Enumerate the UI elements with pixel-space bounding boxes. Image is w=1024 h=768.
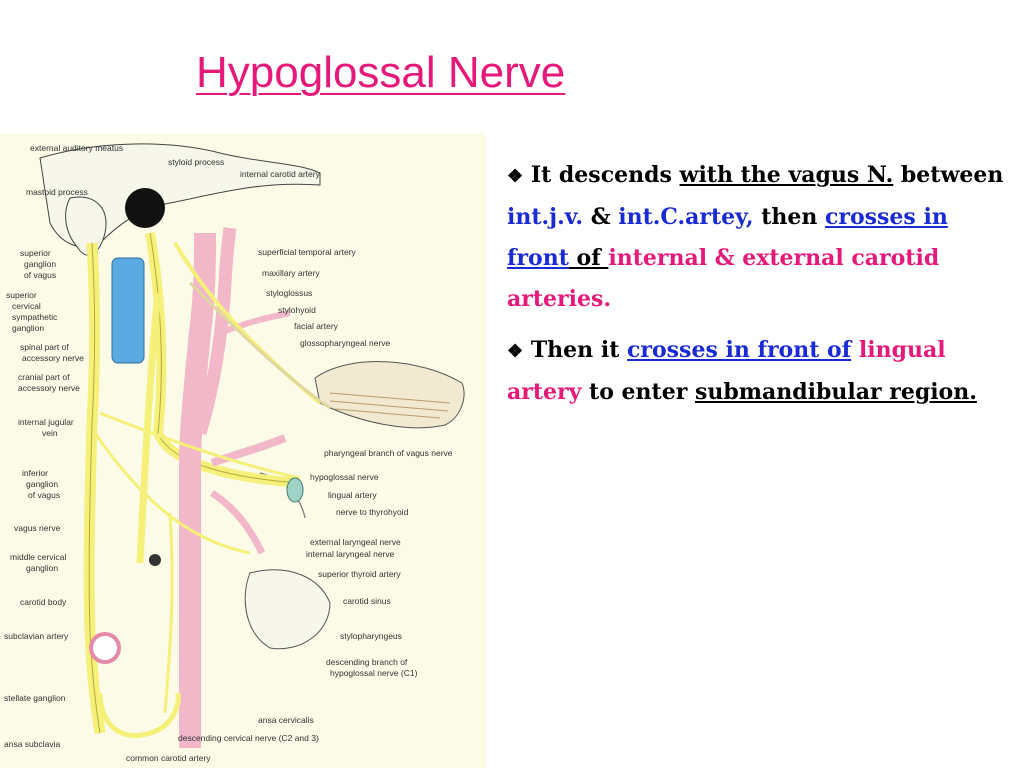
label-spinal-accessory-2: accessory nerve xyxy=(22,353,84,363)
label-stylopharyngeus: stylopharyngeus xyxy=(340,631,402,641)
label-superior-thyroid: superior thyroid artery xyxy=(318,569,401,579)
label-external-auditory-meatus: external auditory meatus xyxy=(30,143,124,153)
lingual-artery-shape xyxy=(212,438,285,463)
label-internal-jugular-1: internal jugular xyxy=(18,417,74,427)
label-inferior-ganglion-2: ganglion xyxy=(26,479,59,489)
point2-lingual-artery: lingual artery xyxy=(507,337,946,405)
internal-jugular-vein-shape xyxy=(112,258,144,363)
slide-title: Hypoglossal Nerve xyxy=(196,48,566,97)
label-external-laryngeal: external laryngeal nerve xyxy=(310,537,401,547)
label-inferior-ganglion-3: of vagus xyxy=(28,490,61,500)
label-stellate-ganglion: stellate ganglion xyxy=(4,693,66,703)
bullet-point-2 xyxy=(507,330,1012,413)
point1-ica: int.C.artey, xyxy=(618,204,754,230)
label-superior-cervical-1: superior xyxy=(6,290,37,300)
point1-then: then xyxy=(753,204,825,230)
point2-text-a: Then it xyxy=(530,337,628,363)
label-inferior-ganglion-1: inferior xyxy=(22,468,48,478)
label-descending-branch-1: descending branch of xyxy=(326,657,408,667)
common-carotid-artery-shape xyxy=(190,233,205,748)
thyrohyoid-shape xyxy=(287,478,303,502)
label-common-carotid: common carotid artery xyxy=(126,753,211,763)
label-hypoglossal-nerve: hypoglossal nerve xyxy=(310,472,379,482)
diamond-bullet-icon: ❖ xyxy=(507,166,524,187)
point2-crosses-link[interactable]: crosses in front of xyxy=(627,337,852,363)
bullet-point-1 xyxy=(507,155,1012,320)
label-maxillary-artery: maxillary artery xyxy=(262,268,320,278)
external-auditory-meatus-shape xyxy=(125,188,165,228)
point1-crosses-link[interactable]: crosses in front xyxy=(507,204,948,271)
point1-text-a: It descends xyxy=(530,162,680,188)
label-styloglossus: styloglossus xyxy=(266,288,313,298)
label-superior-cervical-3: sympathetic xyxy=(12,312,58,322)
label-nerve-to-thyrohyoid: nerve to thyrohyoid xyxy=(336,507,409,517)
thyroid-cartilage-shape xyxy=(245,570,330,649)
mastoid-process-shape xyxy=(66,197,106,255)
point2-text-b: to enter xyxy=(581,379,695,405)
descending-hypoglossal-branch-shape xyxy=(165,513,172,713)
label-stylohyoid: stylohyoid xyxy=(278,305,316,315)
label-descending-branch-2: hypoglossal nerve (C1) xyxy=(330,668,418,678)
point1-ampersand: & xyxy=(583,204,619,230)
label-carotid-body: carotid body xyxy=(20,597,67,607)
label-facial-artery: facial artery xyxy=(294,321,338,331)
label-lingual-artery: lingual artery xyxy=(328,490,377,500)
label-carotid-sinus: carotid sinus xyxy=(343,596,391,606)
point1-external-carotid: external carotid arteries. xyxy=(507,245,940,312)
middle-cervical-ganglion-shape xyxy=(149,554,161,566)
subclavian-artery-shape xyxy=(91,634,119,662)
label-internal-laryngeal: internal laryngeal nerve xyxy=(306,549,395,559)
tongue-shape xyxy=(315,362,464,428)
point1-ijv: int.j.v. xyxy=(507,204,584,230)
point1-vagus-underlined: with the vagus N. xyxy=(679,162,894,188)
anatomy-figure xyxy=(0,133,486,768)
label-middle-cervical-1: middle cervical xyxy=(10,552,67,562)
label-pharyngeal-branch: pharyngeal branch of vagus nerve xyxy=(324,448,453,458)
label-ansa-cervicalis: ansa cervicalis xyxy=(258,715,314,725)
label-ansa-subclavia: ansa subclavia xyxy=(4,739,61,749)
label-styloid-process: styloid process xyxy=(168,157,225,167)
point1-of: of xyxy=(568,245,609,271)
label-subclavian-artery: subclavian artery xyxy=(4,631,69,641)
slide-text xyxy=(507,155,1012,423)
point1-text-b: between xyxy=(893,162,1004,188)
label-descending-cervical: descending cervical nerve (C2 and 3) xyxy=(178,733,319,743)
label-glossopharyngeal-nerve: glossopharyngeal nerve xyxy=(300,338,391,348)
label-superior-cervical-2: cervical xyxy=(12,301,41,311)
diamond-bullet-icon: ❖ xyxy=(507,341,524,362)
label-internal-carotid-artery: internal carotid artery xyxy=(240,169,320,179)
label-vagus-nerve: vagus nerve xyxy=(14,523,61,533)
label-superior-ganglion-2: ganglion xyxy=(24,259,57,269)
point1-internal: internal & xyxy=(608,245,735,271)
label-internal-jugular-2: vein xyxy=(42,428,58,438)
label-cranial-accessory-2: accessory nerve xyxy=(18,383,80,393)
label-superior-ganglion-3: of vagus xyxy=(24,270,57,280)
label-mastoid-process: mastoid process xyxy=(26,187,88,197)
label-cranial-accessory-1: cranial part of xyxy=(18,372,70,382)
label-superficial-temporal-artery: superficial temporal artery xyxy=(258,247,356,257)
label-superior-cervical-4: ganglion xyxy=(12,323,45,333)
label-superior-ganglion-1: superior xyxy=(20,248,51,258)
label-middle-cervical-2: ganglion xyxy=(26,563,59,573)
label-spinal-accessory-1: spinal part of xyxy=(20,342,69,352)
anatomy-diagram xyxy=(0,133,486,768)
point2-submandibular: submandibular region. xyxy=(694,379,977,405)
